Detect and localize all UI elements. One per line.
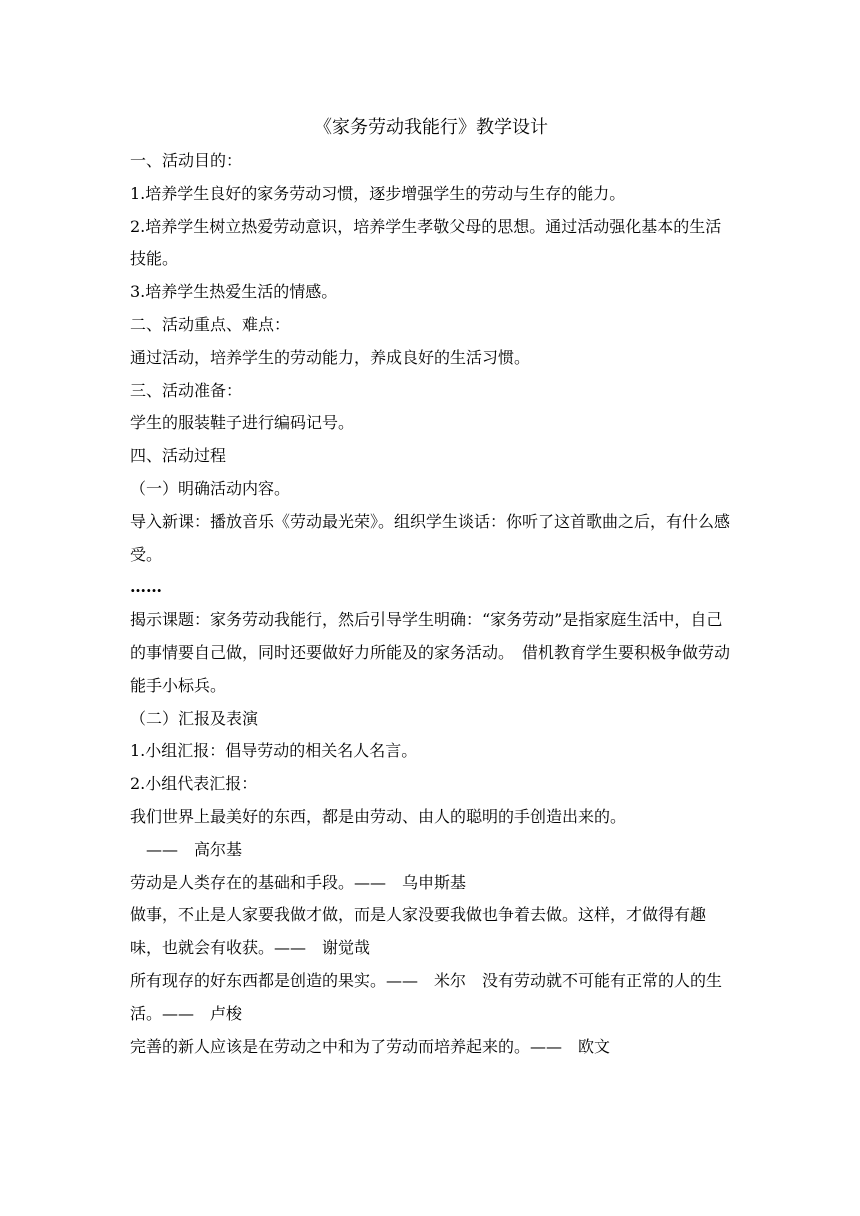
subsection-heading-content: （一）明确活动内容。 — [130, 478, 291, 498]
ellipsis: …… — [130, 577, 162, 597]
quote-4: 所有现存的好东西都是创造的果实。—— 米尔 没有劳动就不可能有正常的人的生活。—— 卢梭 — [130, 970, 723, 1023]
document-page — [130, 112, 732, 1063]
quote-1-attribution: —— 高尔基 — [130, 839, 243, 859]
key-points-text: 通过活动，培养学生的劳动能力，养成良好的生活习惯。 — [130, 347, 531, 367]
objective-item-3: 3.培养学生热爱生活的情感。 — [130, 282, 338, 302]
preparation-text: 学生的服装鞋子进行编码记号。 — [130, 413, 355, 433]
quote-2: 劳动是人类存在的基础和手段。—— 乌申斯基 — [130, 872, 467, 892]
objective-item-2: 2.培养学生树立热爱劳动意识，培养学生孝敬父母的思想。通过活动强化基本的生活技能。 — [130, 216, 722, 269]
section-heading-objectives: 一、活动目的： — [130, 151, 243, 170]
section-heading-preparation: 三、活动准备： — [130, 380, 243, 400]
quote-1: 我们世界上最美好的东西，都是由劳动、由人的聪明的手创造出来的。 — [130, 806, 627, 826]
report-item-1: 1.小组汇报：倡导劳动的相关名人名言。 — [130, 741, 418, 761]
document-title: 《家务劳动我能行》教学设计 — [314, 117, 548, 138]
quote-5: 完善的新人应该是在劳动之中和为了劳动而培养起来的。—— 欧文 — [130, 1036, 611, 1056]
quote-3: 做事，不止是人家要我做才做，而是人家没要我做也争着去做。这样，才做得有趣味，也就会有收获。—— 谢觉哉 — [130, 905, 707, 958]
objective-item-1: 1.培养学生良好的家务劳动习惯，逐步增强学生的劳动与生存的能力。 — [130, 183, 626, 203]
section-heading-key-points: 二、活动重点、难点： — [130, 314, 291, 334]
subsection-heading-report: （二）汇报及表演 — [130, 708, 259, 728]
section-heading-process: 四、活动过程 — [130, 446, 227, 466]
intro-paragraph: 导入新课：播放音乐《劳动最光荣》。组织学生谈话：你听了这首歌曲之后，有什么感受。 — [130, 511, 731, 564]
report-item-2: 2.小组代表汇报： — [130, 774, 258, 794]
topic-reveal-paragraph: 揭示课题：家务劳动我能行，然后引导学生明确：“家务劳动”是指家庭生活中，自己的事情要自己做，同时还要做好力所能及的家务活动。 借机教育学生要积极争做劳动能手小标兵。 — [130, 610, 731, 695]
